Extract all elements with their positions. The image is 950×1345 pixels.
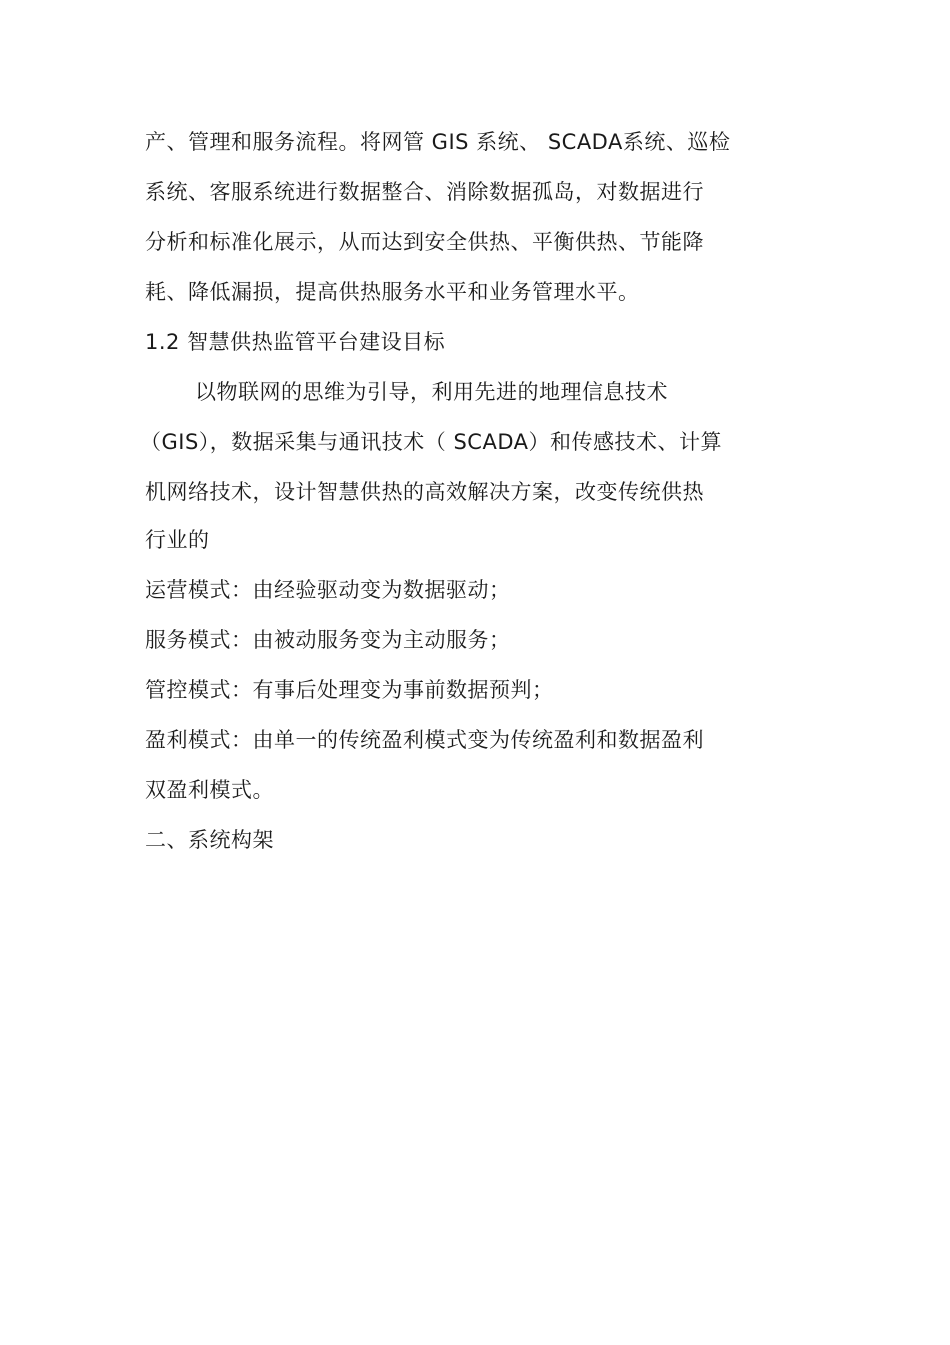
section-heading: 1.2 智慧供热监管平台建设目标	[145, 330, 446, 354]
mode-item: 盈利模式：由单一的传统盈利模式变为传统盈利和数据盈利	[145, 728, 704, 752]
paragraph-line: 产、管理和服务流程。将网管 GIS 系统、 SCADA系统、巡检	[145, 130, 731, 154]
mode-item: 双盈利模式。	[145, 778, 274, 802]
chapter-heading: 二、系统构架	[145, 828, 274, 852]
mode-item: 服务模式：由被动服务变为主动服务；	[145, 628, 511, 652]
paragraph-line: 耗、降低漏损，提高供热服务水平和业务管理水平。	[145, 280, 640, 304]
mode-item: 运营模式：由经验驱动变为数据驱动；	[145, 578, 511, 602]
mode-item: 管控模式：有事后处理变为事前数据预判；	[145, 678, 554, 702]
paragraph-line: 以物联网的思维为引导，利用先进的地理信息技术	[195, 380, 668, 404]
paragraph-line: 系统、客服系统进行数据整合、消除数据孤岛，对数据进行	[145, 180, 704, 204]
paragraph-line: 分析和标准化展示，从而达到安全供热、平衡供热、节能降	[145, 230, 704, 254]
paragraph-line: 机网络技术，设计智慧供热的高效解决方案，改变传统供热	[145, 480, 704, 504]
paragraph-line: （GIS），数据采集与通讯技术（ SCADA）和传感技术、计算	[140, 430, 722, 454]
paragraph-line: 行业的	[145, 528, 210, 552]
